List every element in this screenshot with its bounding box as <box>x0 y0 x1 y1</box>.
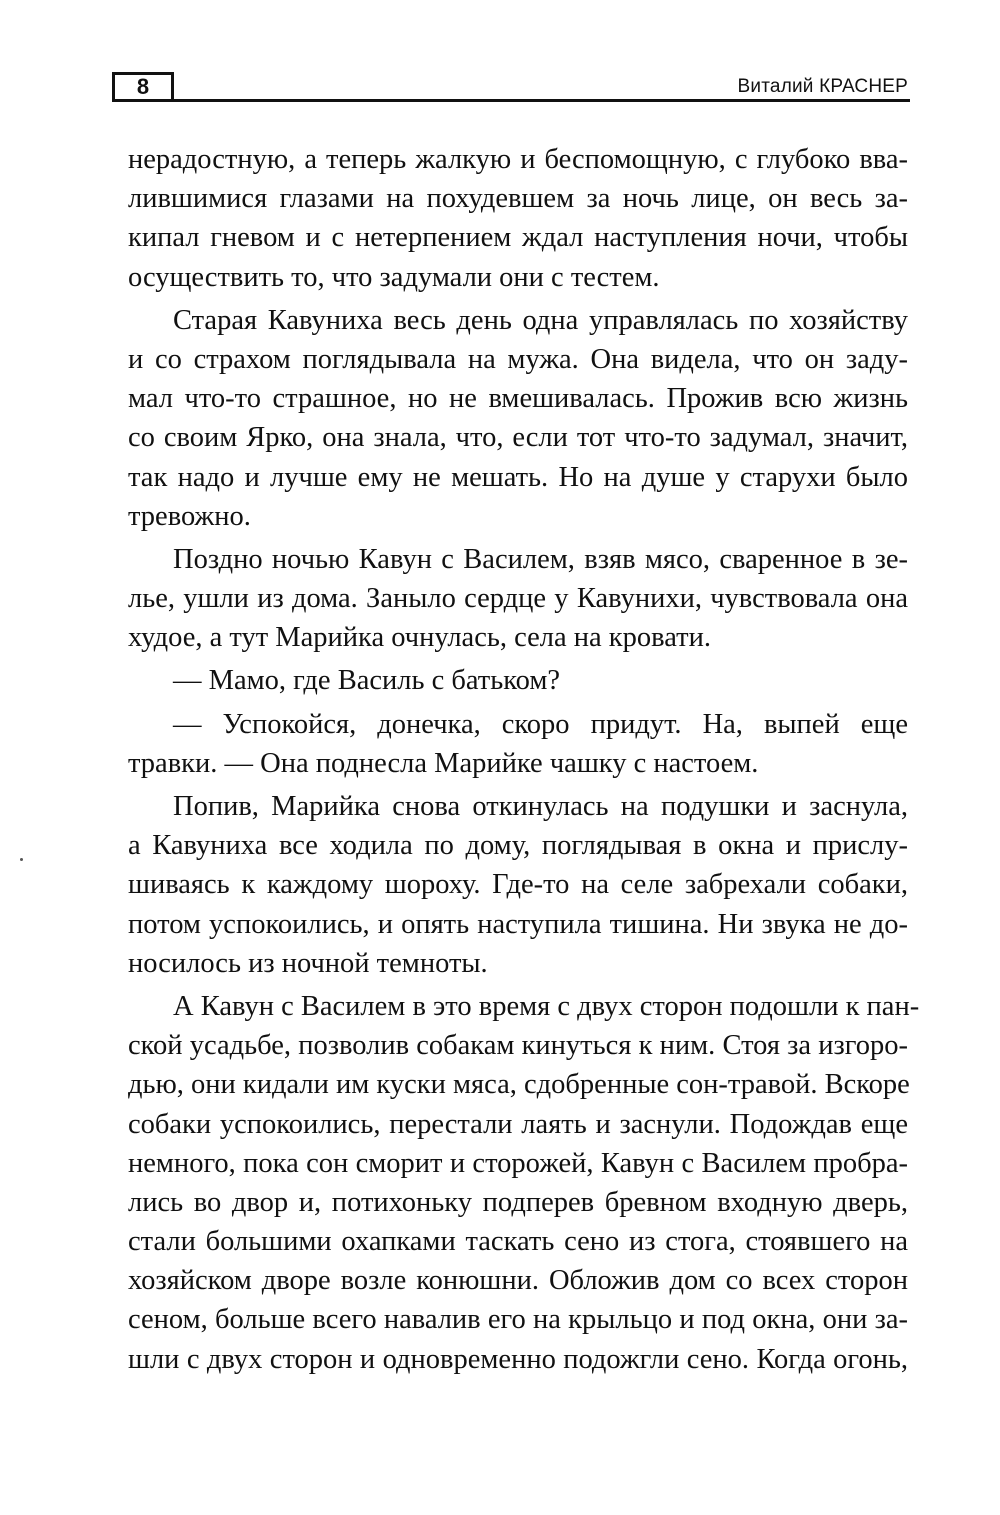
body-text <box>128 140 920 1379</box>
page-number: 8 <box>112 72 174 102</box>
text-line: и со страхом поглядывала на мужа. Она видела, что он заду- <box>128 343 908 375</box>
paragraph <box>128 140 908 297</box>
scan-speck <box>20 858 23 861</box>
text-line: стали большими охапками таскать сено из стога, стоявшего на <box>128 1226 908 1258</box>
text-line: лившимися глазами на похудевшем за ночь лице, он весь за- <box>128 183 908 215</box>
text-line: — Мамо, где Василь с батьком? <box>173 665 561 697</box>
paragraph <box>128 540 908 658</box>
text-line: дью, они кидали им куски мяса, сдобренные сон-травой. Вскоре <box>128 1069 910 1101</box>
paragraph <box>128 705 908 783</box>
text-line: немного, пока сон сморит и сторожей, Кавун с Василем пробра- <box>128 1147 908 1179</box>
text-line: Старая Кавуниха весь день одна управлялась по хозяйству <box>173 304 908 336</box>
header-rule <box>174 99 910 102</box>
text-line: — Успокойся, донечка, скоро придут. На, выпей еще <box>173 708 908 740</box>
paragraph <box>128 301 908 536</box>
text-line: а Кавуниха все ходила по дому, поглядывая в окна и прислу- <box>128 830 908 862</box>
text-line: нерадостную, а теперь жалкую и беспомощную, с глубоко вва- <box>128 144 908 175</box>
text-line: Попив, Марийка снова откинулась на подушки и заснула, <box>173 791 908 822</box>
text-line: лье, ушли из дома. Заныло сердце у Кавунихи, чувствовала она <box>128 583 908 615</box>
text-line: тревожно. <box>128 500 251 532</box>
text-line: так надо и лучше ему не мешать. Но на душе у старухи было <box>128 461 908 493</box>
text-line: со своим Ярко, она знала, что, если тот что-то задумал, значит, <box>128 422 908 454</box>
paragraph <box>128 787 908 983</box>
text-line: сеном, больше всего навалив его на крыльцо и под окна, они за- <box>128 1304 908 1336</box>
text-line: потом успокоились, и опять наступила тишина. Ни звука не до- <box>128 908 908 940</box>
text-line: шли с двух сторон и одновременно подожгли сено. Когда огонь, <box>128 1343 908 1375</box>
paragraph <box>128 661 908 700</box>
paragraph <box>128 987 920 1379</box>
text-line: мал что-то страшное, но не вмешивалась. Прожив всю жизнь <box>128 383 908 415</box>
text-line: шиваясь к каждому шороху. Где-то на селе забрехали собаки, <box>128 869 908 901</box>
text-line: худое, а тут Марийка очнулась, села на кровати. <box>128 622 711 654</box>
text-line: собаки успокоились, перестали лаять и заснули. Подождав еще <box>128 1108 908 1140</box>
text-line: ской усадьбе, позволив собакам кинуться к ним. Стоя за изгоро- <box>128 1030 908 1062</box>
text-line: А Кавун с Василем в это время с двух сторон подошли к пан- <box>173 990 920 1022</box>
running-head-author: Виталий КРАСНЕР <box>737 76 908 97</box>
text-line: Поздно ночью Кавун с Василем, взяв мясо, сваренное в зе- <box>173 543 908 575</box>
text-line: травки. — Она поднесла Марийке чашку с настоем. <box>128 747 759 779</box>
text-line: кипал гневом и с нетерпением ждал наступления ночи, чтобы <box>128 222 908 254</box>
text-line: носилось из ночной темноты. <box>128 947 488 979</box>
page-header <box>112 72 910 106</box>
text-line: лись во двор и, потихоньку подперев бревном входную дверь, <box>128 1186 908 1218</box>
text-line: осуществить то, что задумали они с тестем. <box>128 261 660 293</box>
text-line: хозяйском дворе возле конюшни. Обложив дом со всех сторон <box>128 1265 908 1297</box>
